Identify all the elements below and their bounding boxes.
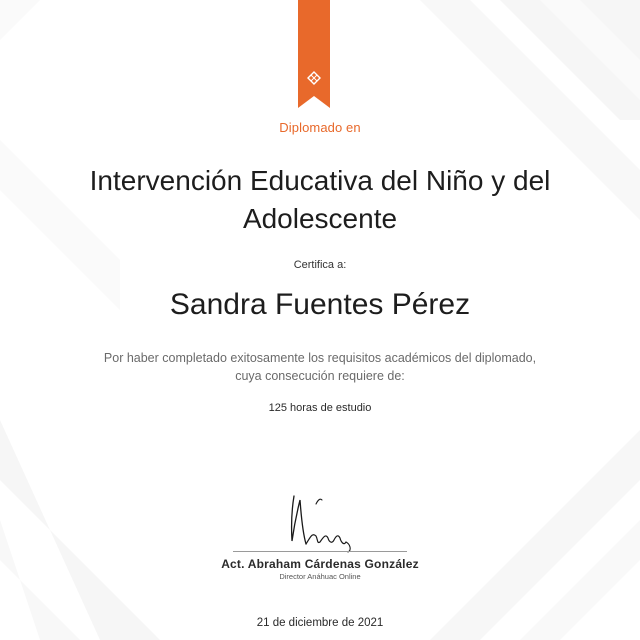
completion-statement-line2: cuya consecución requiere de: [235, 369, 405, 383]
signature-image [272, 486, 362, 554]
signature-line [233, 551, 407, 552]
program-title: Intervención Educativa del Niño y del Adolescente [89, 165, 551, 234]
signer-role: Director Anáhuac Online [279, 572, 361, 581]
study-hours: 125 horas de estudio [268, 402, 372, 414]
diploma-kicker: Diplomado en [279, 120, 361, 135]
issue-date: 21 de diciembre de 2021 [256, 617, 384, 629]
completion-statement-line1: Por haber completado exitosamente los requisitos académicos del diplomado, [103, 351, 537, 365]
certify-label: Certifica a: [293, 259, 347, 271]
signer-name: Act. Abraham Cárdenas González [221, 557, 419, 571]
completion-statement [100, 349, 540, 385]
recipient-name: Sandra Fuentes Pérez [169, 288, 471, 321]
